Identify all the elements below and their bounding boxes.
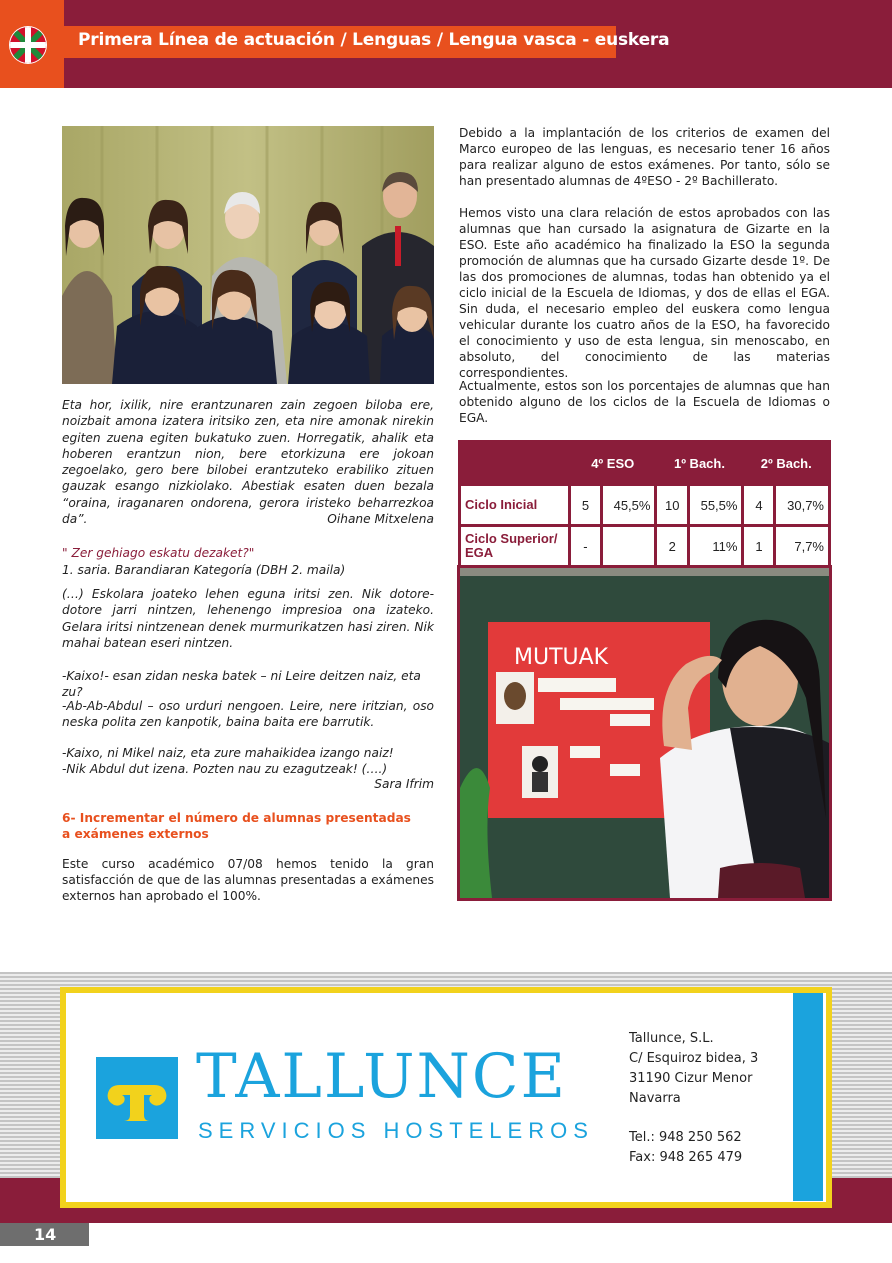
- caption-text: Eta hor, ixilik, nire erantzunaren zain zegoen biloba ere, noizbait amona izatera iritsiko zen, eta nire amonak nirekin egiten zuena egiten bukatuko zuen. Horregatik, ahalik eta hoberen erantzun nion, bere etorkizuna ere jokoan zegoelako, gero bere bilobei erantzuteko erabiliko zituen gauzak esango nizkiolako. Abestiak esaten duen bezala “oraina, iraganaren ondorena, gerora iristeko beharrezkoa da”.: [62, 398, 434, 527]
- story-paragraph-2: -Kaixo!- esan zidan neska batek – ni Leire deitzen naiz, eta zu?: [62, 669, 421, 700]
- table-cell: [603, 527, 655, 565]
- right-paragraph-1: Debido a la implantación de los criterios de examen del Marco europeo de las lenguas, es necesario tener 16 años para realizar alguno de estos exámenes. Por tanto, sólo se han presentado alumnas de 4ºESO - 2º Bachillerato.: [459, 126, 830, 188]
- row-label-ciclo-inicial: Ciclo Inicial: [461, 486, 568, 524]
- basque-flag-icon: [8, 25, 48, 65]
- table-header-1bach: 1º Bach.: [657, 443, 741, 483]
- caption-author: Oihane Mitxelena: [327, 512, 434, 526]
- story-paragraph-4a: -Kaixo, ni Mikel naiz, eta zure mahaikidea izango naiz!: [62, 746, 394, 760]
- table-cell: 10: [657, 486, 686, 524]
- story-prize: 1. saria. Barandiaran Kategoría (DBH 2. maila): [62, 563, 346, 577]
- section-text: Este curso académico 07/08 hemos tenido la gran satisfacción de que de las alumnas presentadas a exámenes externos han aprobado el 100%.: [62, 857, 434, 903]
- page-title: Primera Línea de actuación / Lenguas / Lengua vasca - euskera: [78, 30, 670, 50]
- photo-classroom: [460, 568, 829, 898]
- ad-tagline: SERVICIOS HOSTELEROS: [198, 1118, 594, 1143]
- table-cell: 4: [744, 486, 773, 524]
- row-label-ciclo-superior: [461, 527, 568, 565]
- table-cell: 45,5%: [603, 486, 655, 524]
- table-cell: 30,7%: [776, 486, 828, 524]
- table-header-empty: [461, 443, 568, 483]
- ad-phone: Tel.: 948 250 562: [629, 1130, 742, 1145]
- section-title-line-2: a exámenes externos: [62, 827, 209, 841]
- photo-students-group: [62, 126, 434, 384]
- story-paragraph-4b: -Nik Abdul dut izena. Pozten nau zu ezagutzeak! (….): [62, 762, 388, 776]
- page-number: 14: [34, 1225, 57, 1244]
- exam-results-table: [458, 440, 831, 568]
- ad-brand-name: TALLUNCE: [196, 1041, 568, 1112]
- table-cell: 1: [744, 527, 773, 565]
- ad-city: 31190 Cizur Menor: [629, 1071, 753, 1086]
- table-row: [461, 486, 828, 524]
- story-paragraph-3: -Ab-Ab-Abdul – oso urduri nengoen. Leire, nere iritzian, oso neska polita zen kanpotik, baina baita ere barrutik.: [62, 699, 434, 730]
- right-paragraph-3: Actualmente, estos son los porcentajes de alumnas que han obtenido alguno de los ciclos de la Escuela de Idiomas o EGA.: [459, 379, 830, 425]
- right-paragraph-2: Hemos visto una clara relación de estos aprobados con las alumnas que han cursado la asignatura de Gizarte en la ESO. Este año académico ha finalizado la ESO la segunda promoción de alumnas que ha cursado Gizarte desde 1º. De las dos promociones de alumnas, todas han obtenido ya el ciclo inicial de la Escuela de Idiomas, y dos de ellas el EGA. Sin duda, el necesario empleo del euskera como lengua vehicular durante los cuatro años de la ESO, ha favorecido el conocimiento y uso de esta lengua, sin menoscabo, en absoluto, del conocimiento de las materias correspondientes.: [459, 206, 830, 380]
- tallunce-logo-icon: [96, 1057, 178, 1139]
- row-label-line-1: Ciclo Superior/: [465, 531, 558, 546]
- board-title: MUTUAK: [514, 645, 609, 670]
- ad-blue-stripe: [793, 993, 823, 1201]
- table-cell: 5: [571, 486, 600, 524]
- table-header-row: [461, 443, 828, 483]
- section-title-line-1: 6- Incrementar el número de alumnas presentadas: [62, 811, 411, 825]
- table-row: [461, 527, 828, 565]
- table-cell: -: [571, 527, 600, 565]
- ad-company: Tallunce, S.L.: [629, 1031, 714, 1046]
- table-header-4eso: 4º ESO: [571, 443, 655, 483]
- ad-street: C/ Esquiroz bidea, 3: [629, 1051, 759, 1066]
- ad-fax: Fax: 948 265 479: [629, 1150, 743, 1165]
- row-label-line-2: EGA: [465, 545, 494, 560]
- story-title: " Zer gehiago eskatu dezaket?": [62, 546, 255, 560]
- table-cell: 7,7%: [776, 527, 828, 565]
- table-cell: 11%: [690, 527, 742, 565]
- story-paragraph-1: (…) Eskolara joateko lehen eguna iritsi zen. Nik dotore-dotore jarri nintzen, lehenengo impresioa ona izateko. Gelara iritsi nintzenean denek murmurikatzen hasi ziren. Nik mahai batean eseri nintzen.: [62, 587, 434, 650]
- table-cell: 55,5%: [690, 486, 742, 524]
- table-cell: 2: [657, 527, 686, 565]
- table-header-2bach: 2º Bach.: [744, 443, 828, 483]
- ad-region: Navarra: [629, 1091, 681, 1106]
- story-author: Sara Ifrim: [374, 777, 434, 791]
